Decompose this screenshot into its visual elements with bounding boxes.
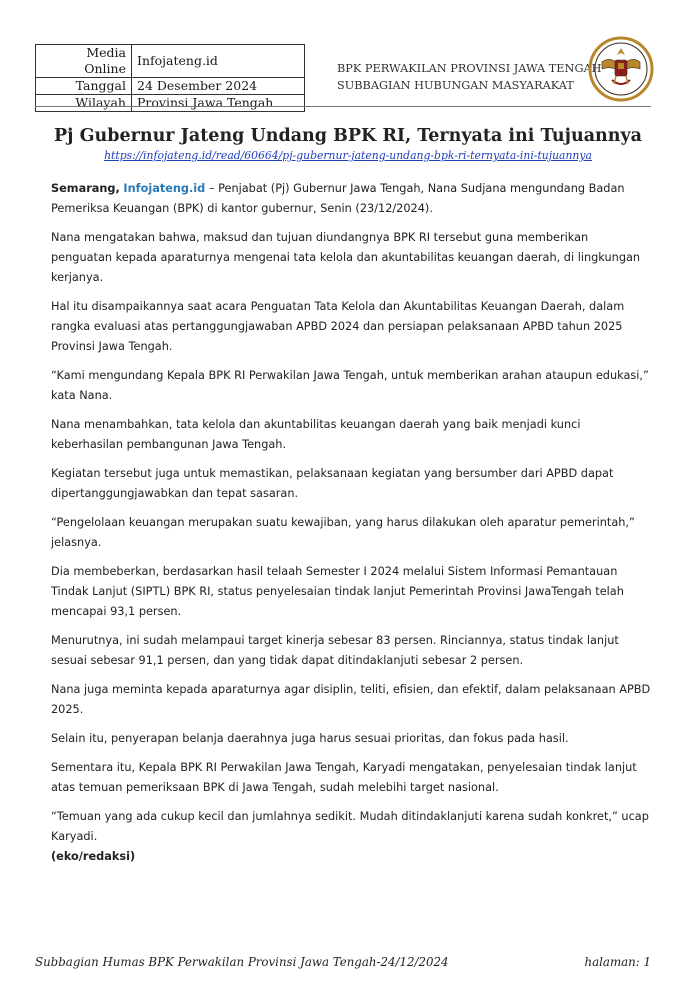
agency-header <box>337 60 601 94</box>
body-paragraph: Kegiatan tersebut juga untuk memastikan, pelaksanaan kegiatan yang bersumber dari APBD dapat dipertanggungjawabkan dan tepat sasaran. <box>51 467 614 500</box>
media-info-row <box>36 95 305 112</box>
media-info-row <box>36 78 305 95</box>
body-paragraph: Hal itu disampaikannya saat acara Penguatan Tata Kelola dan Akuntabilitas Keuangan Daerah, dalam rangka evaluasi atas pertanggungjawaban APBD 2024 dan persiapan pelaksanaan APBD tahun 2025 Provinsi Jawa Tengah. <box>51 300 625 353</box>
source-name: Infojateng.id <box>123 182 206 195</box>
body-paragraph: “Pengelolaan keuangan merupakan suatu kewajiban, yang harus dilakukan oleh aparatur pemerintah,” jelasnya. <box>51 516 635 549</box>
page-footer <box>35 955 651 969</box>
body-paragraph: Nana mengatakan bahwa, maksud dan tujuan diundangnya BPK RI tersebut guna memberikan penguatan kepada aparaturnya mengenai tata kelola dan akuntabilitas keuangan daerah, di lingkungan kerjanya. <box>51 231 641 284</box>
body-paragraph: “Kami mengundang Kepala BPK RI Perwakilan Jawa Tengah, untuk memberikan arahan ataupun edukasi,” kata Nana. <box>51 369 649 402</box>
header-divider <box>35 106 651 107</box>
body-paragraph: Selain itu, penyerapan belanja daerahnya juga harus sesuai prioritas, dan fokus pada hasil. <box>51 732 569 745</box>
agency-division: SUBBAGIAN HUBUNGAN MASYARAKAT <box>337 79 574 92</box>
media-info-value: Infojateng.id <box>132 45 305 78</box>
media-info-label: Media Online <box>36 45 132 78</box>
lead-paragraph <box>51 179 651 219</box>
footer-source: Subbagian Humas BPK Perwakilan Provinsi Jawa Tengah-24/12/2024 <box>35 955 449 969</box>
body-paragraph: Sementara itu, Kepala BPK RI Perwakilan Jawa Tengah, Karyadi mengatakan, penyelesaian tindak lanjut atas temuan pemeriksaan BPK di Jawa Tengah, sudah melebihi target nasional. <box>51 761 637 794</box>
article-title: Pj Gubernur Jateng Undang BPK RI, Ternyata ini Tujuannya <box>54 126 642 146</box>
media-info-value: 24 Desember 2024 <box>132 78 305 95</box>
media-info-label: Wilayah <box>36 95 132 112</box>
article-url-link[interactable]: https://infojateng.id/read/60664/pj-gubernur-jateng-undang-bpk-ri-ternyata-ini-tujuannya <box>104 149 592 162</box>
body-paragraph: Nana menambahkan, tata kelola dan akuntabilitas keuangan daerah yang baik menjadi kunci keberhasilan pembangunan Jawa Tengah. <box>51 418 581 451</box>
media-info-row <box>36 45 305 78</box>
lead-text: – Penjabat (Pj) Gubernur Jawa Tengah, Nana Sudjana mengundang Badan Pemeriksa Keuangan (BPK) di kantor gubernur, Senin (23/12/2024). <box>51 182 625 215</box>
dateline-place: Semarang, <box>51 182 120 195</box>
body-paragraph: Menurutnya, ini sudah melampaui target kinerja sebesar 83 persen. Rinciannya, status tindak lanjut sesuai sebesar 91,1 persen, dan yang tidak dapat ditindaklanjuti sebesar 2 persen. <box>51 634 619 667</box>
garuda-emblem-icon <box>588 36 654 102</box>
agency-name: BPK PERWAKILAN PROVINSI JAWA TENGAH <box>337 62 602 75</box>
media-info-value: Provinsi Jawa Tengah <box>132 95 305 112</box>
page-number: halaman: 1 <box>584 955 651 969</box>
closing-paragraph <box>51 807 651 867</box>
author-signature: (eko/redaksi) <box>51 850 136 863</box>
body-paragraph: Nana juga meminta kepada aparaturnya agar disiplin, teliti, efisien, dan efektif, dalam pelaksanaan APBD 2025. <box>51 683 651 716</box>
closing-quote: “Temuan yang ada cukup kecil dan jumlahnya sedikit. Mudah ditindaklanjuti karena sudah konkret,” ucap Karyadi. <box>51 810 649 843</box>
article-body <box>51 179 651 876</box>
body-paragraph: Dia membeberkan, berdasarkan hasil telaah Semester I 2024 melalui Sistem Informasi Pemantauan Tindak Lanjut (SIPTL) BPK RI, status penyelesaian tindak lanjut Pemerintah Provinsi JawaTengah telah mencapai 93,1 persen. <box>51 565 624 618</box>
media-info-table <box>35 44 305 112</box>
media-info-label: Tanggal <box>36 78 132 95</box>
